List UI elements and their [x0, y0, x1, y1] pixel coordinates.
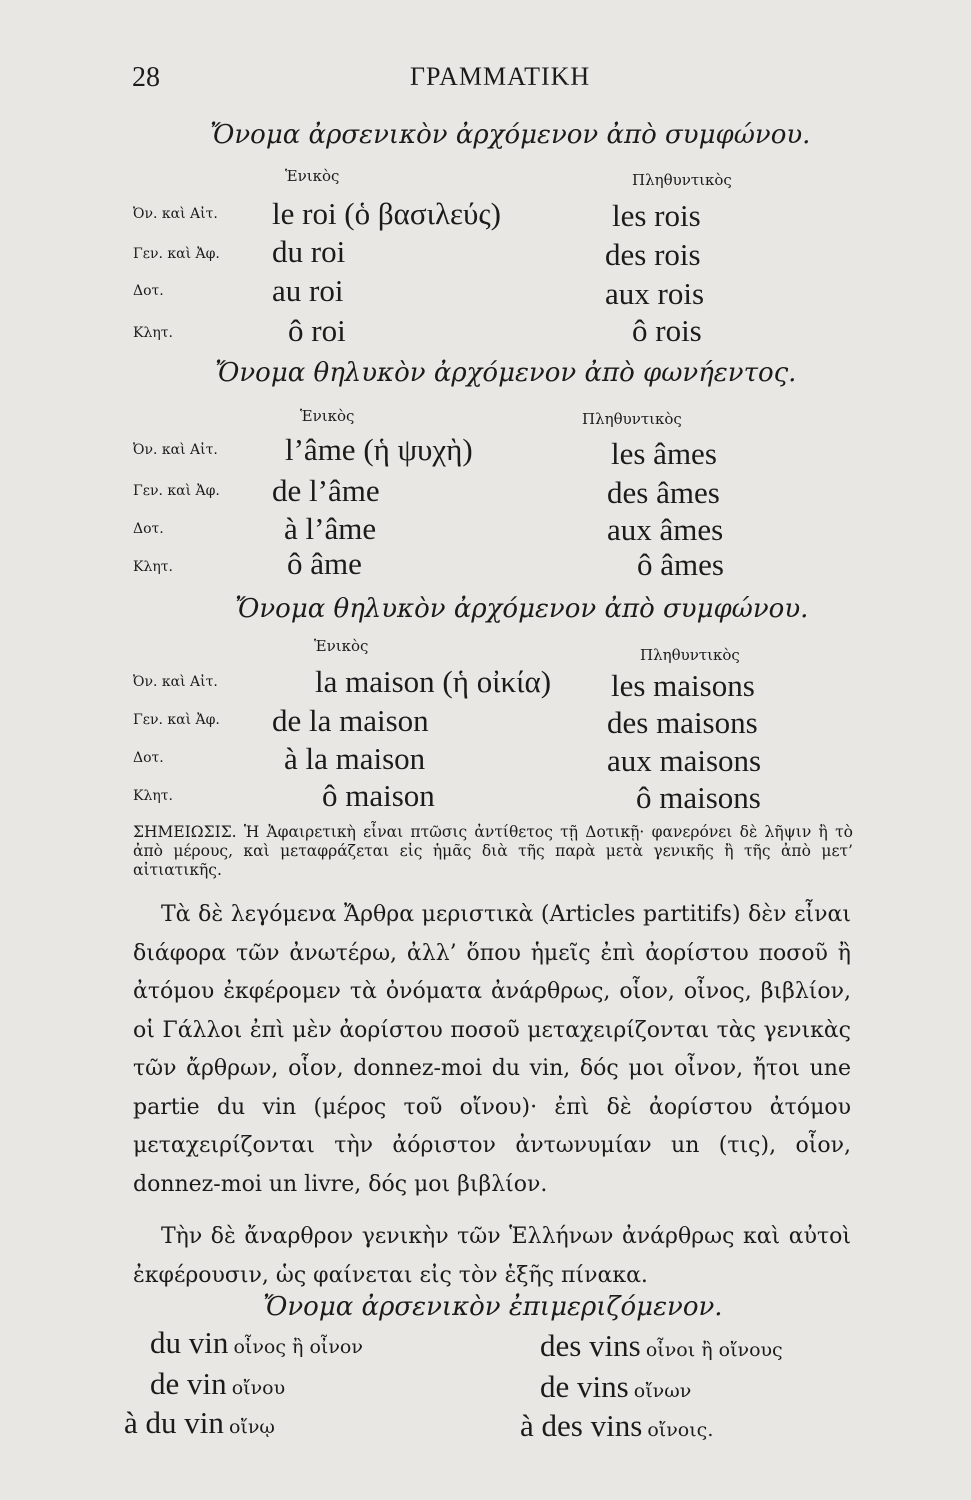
case-label: Ὀν. καὶ Αἰτ. — [133, 442, 218, 458]
case-label: Κλητ. — [133, 325, 173, 341]
greek-plural: οἴνων — [633, 1380, 692, 1402]
singular-form: de l’âme — [272, 473, 380, 508]
plural-form: ô rois — [632, 313, 702, 348]
greek-plural: οἶνοι ἢ οἴνους — [645, 1339, 783, 1361]
french-singular: à du vin — [124, 1405, 224, 1440]
section3-singular-header: Ἑνικὸς — [314, 637, 369, 655]
singular-form: de la maison — [272, 703, 429, 738]
case-label: Γεν. καὶ Ἀφ. — [133, 483, 220, 499]
plural-form: des maisons — [607, 705, 758, 740]
plural-form: ô maisons — [636, 780, 761, 815]
plural-form: ô âmes — [637, 547, 724, 582]
section3-plural-header: Πληθυντικὸς — [640, 646, 740, 664]
partitive-row — [540, 1328, 783, 1364]
plural-form: aux maisons — [607, 743, 762, 778]
section1-singular-header: Ἑνικὸς — [285, 167, 340, 185]
case-label: Γεν. καὶ Ἀφ. — [133, 246, 220, 262]
section2-plural-header: Πληθυντικὸς — [582, 410, 682, 428]
greek-singular: οἴνου — [231, 1377, 286, 1399]
case-label: Κλητ. — [133, 788, 173, 804]
case-label: Δοτ. — [133, 521, 164, 537]
plural-form: des rois — [605, 237, 701, 272]
plural-form: les maisons — [611, 668, 755, 703]
paragraph-text: Τὰ δὲ λεγόμενα Ἄρθρα μεριστικὰ (Articles partitifs) δὲν εἶναι διάφορα τῶν ἀνωτέρω, ἀλλ’ ὅπου ἡμεῖς ἐπὶ ἀορίστου ποσοῦ ἢ ἀτόμου ἐκφέρομεν τὰ ὀνόματα ἀνάρθρως, οἷον, οἶνος, βιβλίον, οἱ Γάλλοι ἐπὶ μὲν ἀορίστου ποσοῦ μεταχειρίζονται τὰς γενικὰς τῶν ἄρθρων, οἷον, donnez-moi du vin, δός μοι οἶνον, ἤτοι une partie du vin (μέρος τοῦ οἴνου)· ἐπὶ δὲ ἀορίστου ἀτόμου μεταχειρίζονται τὴν ἀόριστον ἀντωνυμίαν un (τις), οἷον, donnez-moi un livre, δός μοι βιβλίον. — [133, 902, 851, 1197]
paragraph-greek-genitive — [133, 1218, 851, 1295]
singular-form: ô âme — [287, 546, 362, 581]
french-singular: du vin — [150, 1325, 229, 1360]
page-number: 28 — [132, 62, 160, 93]
singular-form: l’âme (ἡ ψυχὴ) — [285, 432, 473, 467]
singular-form: à la maison — [284, 741, 426, 776]
singular-form: ô roi — [288, 313, 346, 348]
section3-heading: Ὄνομα θηλυκὸν ἀρχόμενον ἀπὸ συμφώνου. — [235, 594, 809, 624]
plural-form: aux rois — [605, 276, 705, 311]
greek-singular: οἴνῳ — [228, 1416, 275, 1438]
partitive-row — [520, 1408, 713, 1444]
greek-plural: οἴνοις. — [647, 1419, 714, 1441]
partitive-row — [150, 1325, 363, 1361]
french-plural: à des vins — [520, 1408, 643, 1443]
greek-singular: οἶνος ἢ οἶνον — [233, 1336, 363, 1358]
french-singular: de vin — [150, 1366, 227, 1401]
french-plural: de vins — [540, 1369, 629, 1404]
plural-form: les âmes — [611, 436, 717, 471]
singular-form: le roi (ὁ βασιλεύς) — [272, 196, 501, 231]
case-label: Ὀν. καὶ Αἰτ. — [133, 206, 218, 222]
singular-form: la maison (ἡ οἰκία) — [315, 664, 552, 699]
running-head: ΓΡΑΜΜΑΤΙΚΗ — [410, 62, 591, 91]
section4-heading: Ὄνομα ἀρσενικὸν ἐπιμεριζόμενον. — [263, 1292, 723, 1322]
partitive-row — [540, 1369, 691, 1405]
case-label: Δοτ. — [133, 750, 164, 766]
case-label: Γεν. καὶ Ἀφ. — [133, 712, 220, 728]
section1-plural-header: Πληθυντικὸς — [632, 171, 732, 189]
case-label: Κλητ. — [133, 559, 173, 575]
partitive-row — [150, 1366, 285, 1402]
paragraph-partitive-articles — [133, 896, 851, 1204]
section1-heading: Ὄνομα ἀρσενικὸν ἀρχόμενον ἀπὸ συμφώνου. — [210, 120, 811, 150]
singular-form: ô maison — [322, 778, 435, 813]
section2-heading: Ὄνομα θηλυκὸν ἀρχόμενον ἀπὸ φωνήεντος. — [215, 358, 797, 388]
singular-form: au roi — [272, 273, 344, 308]
paragraph-text: Τὴν δὲ ἄναρθρον γενικὴν τῶν Ἑλλήνων ἀνάρθρως καὶ αὐτοὶ ἐκφέρουσιν, ὡς φαίνεται εἰς τὸν ἑξῆς πίνακα. — [133, 1224, 851, 1288]
plural-form: aux âmes — [607, 512, 724, 547]
singular-form: du roi — [272, 234, 346, 269]
grammar-note: ΣΗΜΕΙΩΣΙΣ. Ἡ Ἀφαιρετικὴ εἶναι πτῶσις ἀντίθετος τῇ Δοτικῇ· φανερόνει δὲ λῆψιν ἢ τὸ ἀπὸ μέρους, καὶ μεταφράζεται εἰς ἡμᾶς διὰ τῆς παρὰ μετὰ γενικῆς ἢ τῆς ἀπὸ μετ’ αἰτιατικῆς. — [133, 823, 853, 879]
plural-form: les rois — [612, 198, 701, 233]
french-plural: des vins — [540, 1328, 641, 1363]
partitive-row — [124, 1405, 275, 1441]
case-label: Δοτ. — [133, 283, 164, 299]
case-label: Ὀν. καὶ Αἰτ. — [133, 674, 218, 690]
singular-form: à l’âme — [284, 511, 377, 546]
section2-singular-header: Ἑνικὸς — [300, 407, 355, 425]
plural-form: des âmes — [607, 475, 720, 510]
